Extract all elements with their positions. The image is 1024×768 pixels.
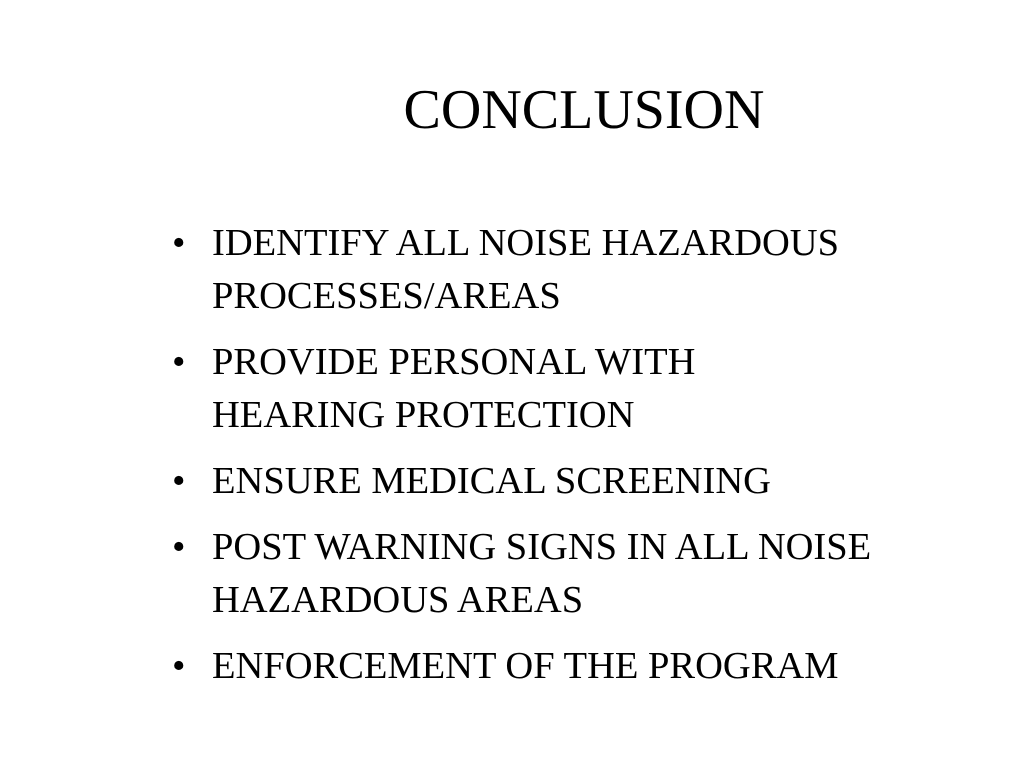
- bullet-item: [172, 336, 1002, 442]
- bullet-icon: •: [172, 526, 186, 568]
- bullet-item: [172, 640, 1002, 693]
- bullet-item: [172, 521, 1002, 627]
- bullet-text-line: ENSURE MEDICAL SCREENING: [212, 460, 771, 502]
- bullet-icon: •: [172, 222, 186, 264]
- bullet-icon: •: [172, 460, 186, 502]
- bullet-text-line: IDENTIFY ALL NOISE HAZARDOUS: [212, 222, 840, 264]
- bullet-icon: •: [172, 341, 186, 383]
- bullet-text-line: PROCESSES/AREAS: [212, 275, 561, 317]
- bullet-item: [172, 217, 1002, 323]
- slide-title: CONCLUSION: [403, 79, 765, 141]
- bullet-item: [172, 455, 1002, 508]
- bullet-text-line: ENFORCEMENT OF THE PROGRAM: [212, 645, 839, 687]
- bullet-text-line: HAZARDOUS AREAS: [212, 579, 584, 621]
- bullet-list: [172, 217, 1002, 706]
- bullet-text-line: HEARING PROTECTION: [212, 394, 635, 436]
- bullet-text-line: PROVIDE PERSONAL WITH: [212, 341, 696, 383]
- bullet-text-line: POST WARNING SIGNS IN ALL NOISE: [212, 526, 872, 568]
- bullet-icon: •: [172, 645, 186, 687]
